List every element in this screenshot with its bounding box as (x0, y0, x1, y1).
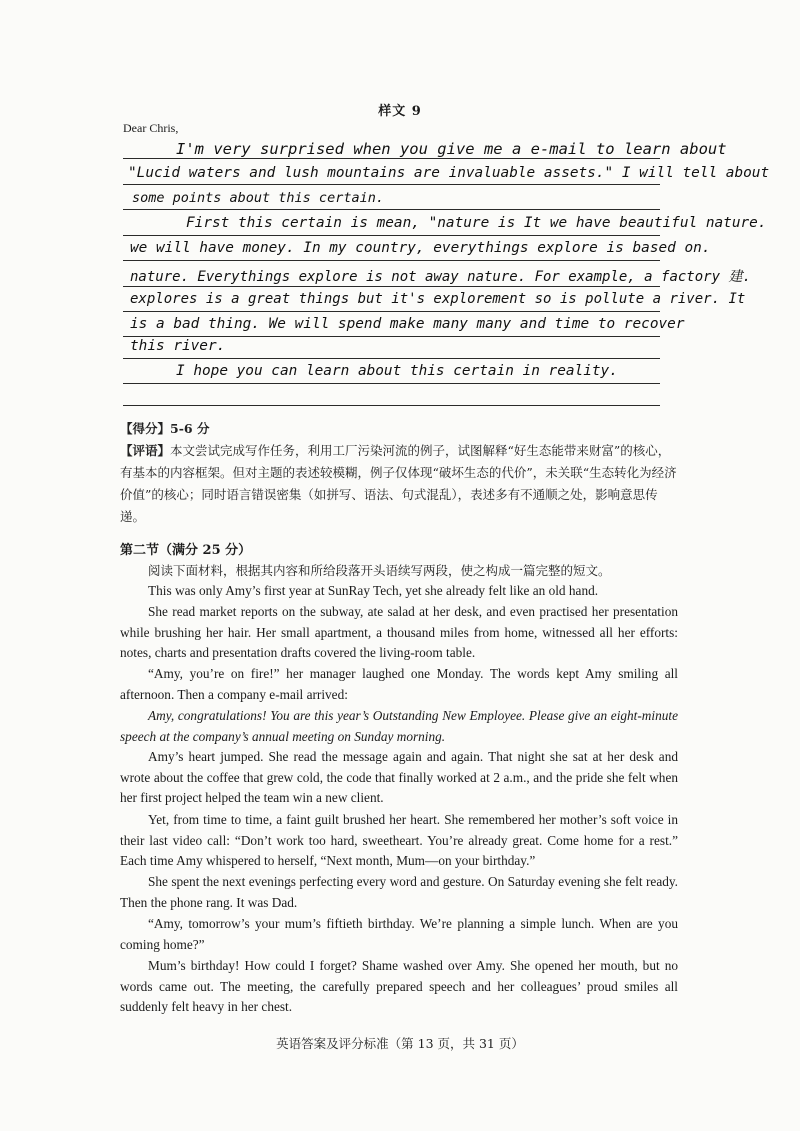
essay-line: "Lucid waters and lush mountains are invaluable assets." I will tell about (128, 165, 770, 181)
essay-line: we will have money. In my country, everythings explore is based on. (130, 240, 711, 256)
ruled-line (123, 158, 660, 159)
ruled-line (123, 260, 660, 261)
instruction-text: 阅读下面材料，根据其内容和所给段落开头语续写两段，使之构成一篇完整的短文。 (148, 563, 611, 578)
story-paragraph: Yet, from time to time, a faint guilt brushed her heart. She remembered her mother’s soft voice in their last video call: “Don’t work too hard, sweetheart. You’re already great. Come home for a rest.” Each time Amy whispered to herself, “Next month, Mum—on your birthday.” (120, 812, 678, 869)
essay-line: I hope you can learn about this certain in reality. (176, 363, 618, 379)
essay-line: First this certain is mean, "nature is It we have beautiful nature. (186, 215, 767, 231)
essay-line: this river. (130, 338, 226, 354)
ruled-line (123, 336, 660, 337)
ruled-line (123, 235, 660, 236)
score-value: 5-6 分 (170, 421, 210, 436)
story-paragraph: “Amy, you’re on fire!” her manager laughed one Monday. The words kept Amy smiling all afternoon. Then a company e-mail arrived: (120, 666, 678, 702)
letter-greeting: Dear Chris, (123, 121, 179, 135)
page-footer: 英语答案及评分标准（第 13 页，共 31 页） (276, 1036, 524, 1051)
essay-line: is a bad thing. We will spend make many many and time to recover (130, 316, 685, 332)
essay-line: nature. Everythings explore is not away nature. For example, a factory 建. (130, 269, 751, 285)
ruled-line (123, 405, 660, 406)
essay-line: explores is a great things but it's explorement so is pollute a river. It (130, 291, 746, 307)
comment-label: 【评语】 (120, 443, 171, 458)
ruled-line (123, 286, 660, 287)
score-label: 【得分】 (120, 421, 171, 436)
sample-title: 样文 9 (378, 104, 422, 119)
ruled-line (123, 311, 660, 312)
comment-text: 本文尝试完成写作任务，利用工厂污染河流的例子，试图解释“好生态能带来财富”的核心，有基本的内容框架。但对主题的表述较模糊，例子仅体现“破坏生态的代价”，未关联“生态转化为经济价值”的核心；同时语言错误密集（如拼写、语法、句式混乱），表述多有不通顺之处，影响意思传递。 (120, 443, 677, 524)
story-paragraph: Mum’s birthday! How could I forget? Shame washed over Amy. She opened her mouth, but no words came out. The meeting, the carefully prepared speech and her colleagues’ proud smiles all suddenly felt heavy in her chest. (120, 958, 678, 1015)
story-paragraph: “Amy, tomorrow’s your mum’s fiftieth birthday. We’re planning a simple lunch. When are you coming home?” (120, 916, 678, 952)
story-paragraph: This was only Amy’s first year at SunRay Tech, yet she already felt like an old hand. (148, 583, 599, 598)
section-heading: 第二节（满分 25 分） (120, 543, 252, 558)
story-paragraph: She read market reports on the subway, ate salad at her desk, and even practised her presentation while brushing her hair. Her small apartment, a thousand miles from home, witnessed all her efforts: notes, charts and presentation drafts covered the living-room table. (120, 604, 678, 661)
essay-line: I'm very surprised when you give me a e-mail to learn about (176, 140, 727, 158)
story-paragraph: She spent the next evenings perfecting every word and gesture. On Saturday evening she felt ready. Then the phone rang. It was Dad. (120, 874, 678, 910)
score-line (120, 418, 682, 440)
essay-line: some points about this certain. (132, 190, 384, 206)
ruled-line (123, 383, 660, 384)
ruled-line (123, 184, 660, 185)
ruled-line (123, 358, 660, 359)
story-paragraph: Amy’s heart jumped. She read the message again and again. That night she sat at her desk and wrote about the coffee that grew cold, the code that finally worked at 2 a.m., and the pride she felt when her first project helped the team win a new client. (120, 749, 678, 806)
story-email: Amy, congratulations! You are this year’s Outstanding New Employee. Please give an eight-minute speech at the company’s annual meeting on Sunday morning. (120, 708, 678, 744)
comment-block (120, 440, 682, 528)
ruled-line (123, 209, 660, 210)
